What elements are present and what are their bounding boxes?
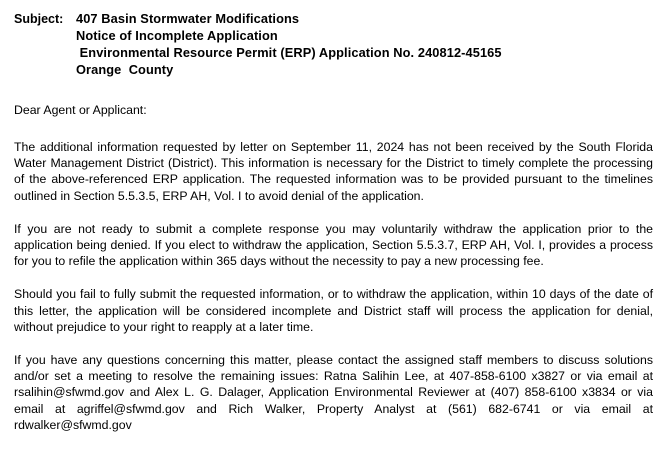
subject-label: Subject: (14, 12, 64, 26)
paragraph-contacts: If you have any questions concerning this matter, please contact the assigned staff members to discuss solutions and/or set a meeting to resolve the remaining issues: Ratna Salihin Lee, at 407-858-6100 x3827 or via email at rsalihin@sfwmd.gov and Alex L. G. Dalager, Application Environmental Reviewer at (407) 858-6100 x3834 or via email at agriffel@sfwmd.gov and Rich Walker, Property Analyst at (561) 682-6741 or via email at rdwalker@sfwmd.gov (14, 353, 653, 432)
paragraph-additional-information: The additional information requested by letter on September 11, 2024 has not been received by the South Florida Water Management District (District). This information is necessary for the District to timely complete the processing of the above-referenced ERP application. The requested information was to be provided pursuant to the timelines outlined in Section 5.5.3.5, ERP AH, Vol. I to avoid denial of the application. (14, 140, 653, 203)
subject-line-2: Notice of Incomplete Application (76, 28, 278, 43)
subject-line-1: 407 Basin Stormwater Modifications (76, 11, 300, 26)
subject-block (14, 10, 653, 78)
subject-line-4: Orange County (76, 62, 174, 77)
subject-value (76, 10, 502, 78)
paragraph-denial-notice: Should you fail to fully submit the requested information, or to withdraw the application, within 10 days of the date of this letter, the application will be considered incomplete and District staff will process the application for denial, without prejudice to your right to reapply at a later time. (14, 287, 653, 334)
subject-line-3: Environmental Resource Permit (ERP) Application No. 240812-45165 (76, 45, 502, 60)
paragraph-withdraw-option: If you are not ready to submit a complete response you may voluntarily withdraw the application prior to the application being denied. If you elect to withdraw the application, Section 5.5.3.7, ERP AH, Vol. I, provides a process for you to refile the application within 365 days without the necessity to pay a new processing fee. (14, 221, 653, 269)
salutation: Dear Agent or Applicant: (14, 103, 147, 117)
